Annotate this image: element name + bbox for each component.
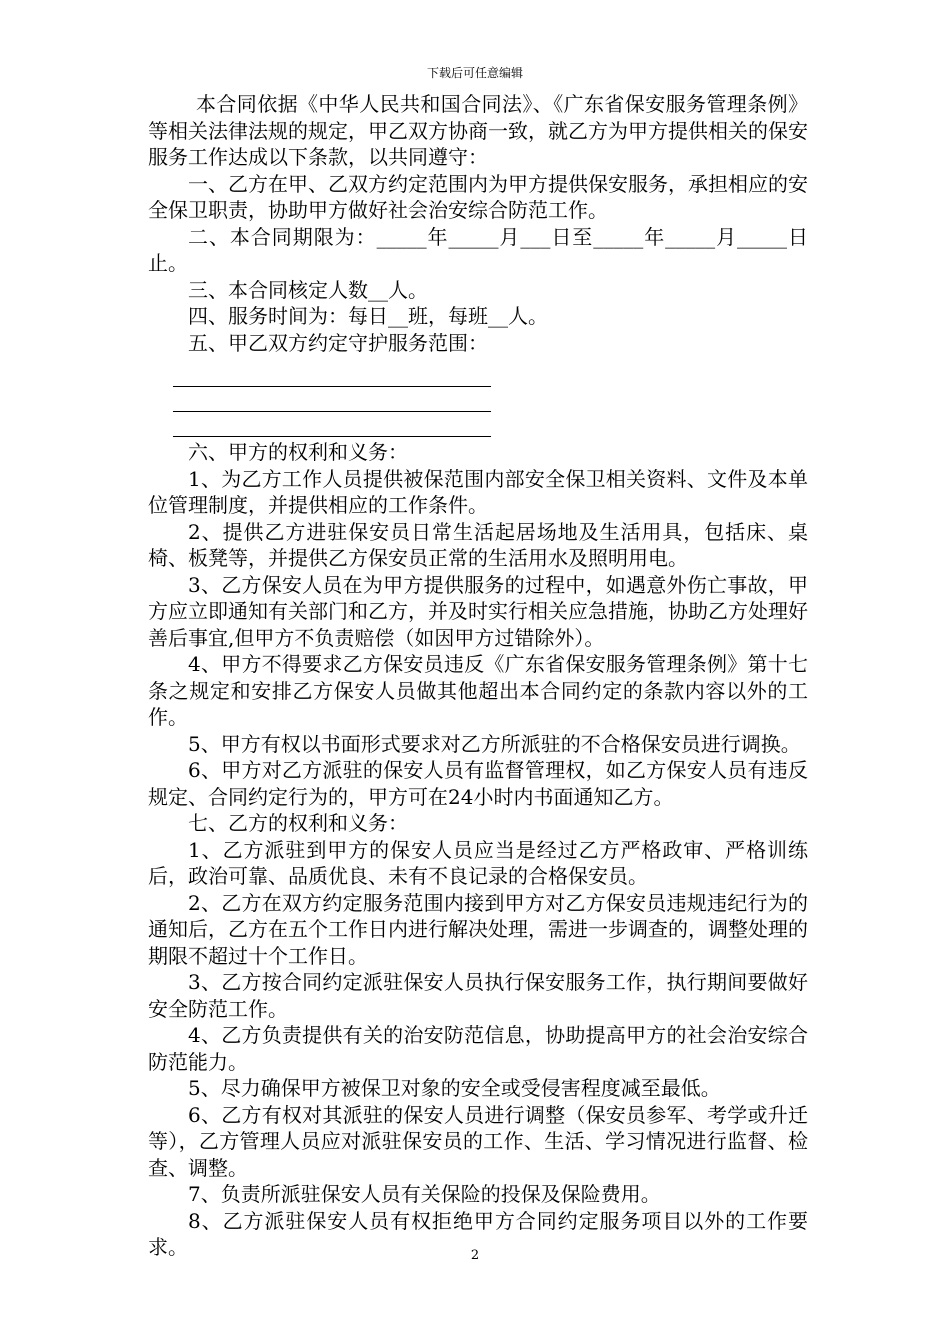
clause-4-service-time: 四、服务时间为：每日__班，每班__人。	[188, 304, 548, 328]
section-7-heading: 七、乙方的权利和义务：	[188, 811, 408, 835]
blank-line	[173, 387, 491, 412]
clause-5-scope: 五、甲乙双方约定守护服务范围：	[188, 330, 488, 355]
section-7-item-2: 2、乙方在双方约定服务范围内接到甲方对乙方保安员违规违纪行为的通知后，乙方在五个工作日内进行解决处理，需进一步调查的，调整处理的期限不超过十个工作日。	[148, 890, 808, 968]
section-7-item-7: 7、负责所派驻保安人员有关保险的投保及保险费用。	[188, 1182, 661, 1206]
page-number: 2	[470, 1248, 480, 1263]
section-7-item-8: 8、乙方派驻保安人员有权拒绝甲方合同约定服务项目以外的工作要求。	[148, 1208, 808, 1259]
contract-body	[148, 91, 808, 1261]
preamble-paragraph: 本合同依据《中华人民共和国合同法》、《广东省保安服务管理条例》等相关法律法规的规定，甲乙双方协商一致，就乙方为甲方提供相关的保安服务工作达成以下条款，以共同遵守：	[148, 92, 808, 169]
blank-line	[173, 412, 491, 437]
section-6-item-6: 6、甲方对乙方派驻的保安人员有监督管理权，如乙方保安人员有违反规定、合同约定行为的，甲方可在24小时内书面通知乙方。	[148, 758, 808, 809]
section-7-item-4: 4、乙方负责提供有关的治安防范信息，协助提高甲方的社会治安综合防范能力。	[148, 1023, 808, 1074]
blank-line	[173, 362, 491, 387]
clause-1: 一、乙方在甲、乙双方约定范围内为甲方提供保安服务，承担相应的安全保卫职责，协助甲方做好社会治安综合防范工作。	[148, 171, 808, 222]
section-6-item-3: 3、乙方保安人员在为甲方提供服务的过程中，如遇意外伤亡事故，甲方应立即通知有关部门和乙方，并及时实行相关应急措施，协助乙方处理好善后事宜,但甲方不负责赔偿（如因甲方过错除外）。	[148, 572, 808, 650]
clause-2-term: 二、本合同期限为：_____年_____月___日至_____年_____月_____日止。	[148, 224, 808, 275]
section-6-item-5: 5、甲方有权以书面形式要求对乙方所派驻的不合格保安员进行调换。	[188, 731, 801, 756]
clause-3-headcount: 三、本合同核定人数__人。	[188, 277, 428, 302]
section-6-item-2: 2、提供乙方进驻保安员日常生活起居场地及生活用具，包括床、桌椅、板凳等，并提供乙方保安员正常的生活用水及照明用电。	[148, 519, 808, 570]
section-6-item-1: 1、为乙方工作人员提供被保范围内部安全保卫相关资料、文件及本单位管理制度，并提供相应的工作条件。	[148, 466, 808, 517]
scope-blank-lines	[173, 362, 808, 437]
section-7-item-5: 5、尽力确保甲方被保卫对象的安全或受侵害程度减至最低。	[188, 1076, 721, 1100]
section-6-heading: 六、甲方的权利和义务：	[188, 440, 408, 464]
section-7-item-3: 3、乙方按合同约定派驻保安人员执行保安服务工作，执行期间要做好安全防范工作。	[148, 970, 808, 1021]
section-7-item-1: 1、乙方派驻到甲方的保安人员应当是经过乙方严格政审、严格训练后，政治可靠、品质优良、未有不良记录的合格保安员。	[148, 837, 808, 888]
page-header: 下载后可任意编辑	[426, 66, 523, 80]
section-7-item-6: 6、乙方有权对其派驻的保安人员进行调整（保安员参军、考学或升迁等），乙方管理人员应对派驻保安员的工作、生活、学习情况进行监督、检查、调整。	[148, 1102, 808, 1180]
section-6-item-4: 4、甲方不得要求乙方保安员违反《广东省保安服务管理条例》第十七条之规定和安排乙方保安人员做其他超出本合同约定的条款内容以外的工作。	[148, 652, 808, 729]
